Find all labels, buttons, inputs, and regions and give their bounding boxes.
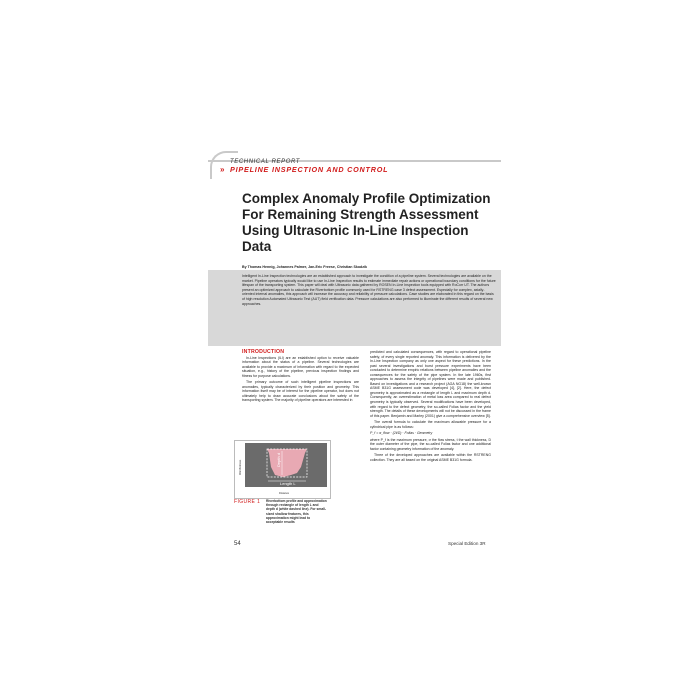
section-heading: INTRODUCTION (242, 349, 285, 355)
paragraph: predicted and calculated consequences, with regard to operational pipeline safety, of every single reported anomaly. This information is delivered by the In-Line Inspection company as only one aspect for these predictions. In the past several investigations and burst pressure experiments have been conducted to determine empiric relations between pipeline anomalies and the consequences for the safety of the pipe system. In the late 1960s, first approaches to assess the integrity of pipelines were made and published. Based on investigations and a research project (AGA NG18) the well-known ASME B31G assessment code was developed [4], [2]. Here, the defect geometry is approximated as a rectangle of length L and maximum depth d. Consequently, an overestimation of metal loss area compared to real defect geometry is typically observed. Several modifications have been developed, with regard to the defect geometry, the so-called Folias factor and the yield strength. The details of these developments will not be discussed in the frame of this paper. Benjamin and Marley (2001) give a comprehensive overview [5]. (370, 350, 491, 418)
figure-1 (234, 440, 331, 499)
paragraph: The primary outcome of such intelligent pipeline inspections are anomalies, typically characterized by their position and geometry. This information itself may be of interest for the pipeline operator, but does not ultimately help to draw accurate conclusions about the safety of the transporting system. The majority of pipeline operators are interested in (242, 380, 359, 403)
length-label: Length L (280, 481, 296, 486)
figure-label: FIGURE 1 (234, 499, 261, 505)
article-authors: By Thomas Hennig, Johannes Palmer, Jan-Eric Freese, Christian Skodzik (242, 265, 368, 269)
paragraph: In-Line Inspections (ILI) are an established option to receive valuable information about the status of a pipeline. Several technologies are available to provide a maximum of information with regard to the expected situation, e.g., history of the pipeline, previous inspection findings and fitness for purpose calculations. (242, 355, 359, 378)
left-column (242, 350, 359, 405)
formula: P_f = σ_flow · (2t/D) · Folias · Geometry (370, 431, 433, 436)
header-section: PIPELINE INSPECTION AND CONTROL (230, 165, 389, 174)
abstract-text: Intelligent In-Line Inspection technologies are an established approach to investigate the condition of a pipeline system. Several technologies are available on the market. Pipeline operators typically would like to use In-Line Inspection results to estimate immediate repair actions or operational boundary conditions for the future lifespan of the transporting system. This paper will deal with Ultrasonic data gathered by ROSEN In-Line Inspection tools equipped with RoCorr UT. The authors present an optimized approach to calculate the Riverbottom profile commonly used for RSTRENG case 3 defect assessment. Especially for complex, axially-oriented internal anomalies, this approach will increase the accuracy and reliability of pressure calculations. Case studies are elaborated in this regard on the basis of high resolution Automated Ultrasonic Test (AUT) field verification data. Pressure calculations are also performed to illuminate the different results of several new approaches. (242, 274, 496, 306)
page-number: 54 (234, 541, 241, 547)
paragraph: where P_f is the maximum pressure, σ the flow stress, t the wall thickness, D the outer diameter of the pipe, the so-called Folias factor and one additional factor containing geometry information of the anomaly. (370, 437, 491, 451)
figure-caption: Riverbottom profile and approximation through rectangle of length L and depth d (white dashed line). For small-sized shallow features, this approximation might lead to acceptable results (266, 499, 327, 525)
journal-footer: Special Edition 3R (448, 541, 486, 546)
depth-label: Depth d (276, 452, 281, 467)
y-axis-label: Wall thickness (239, 459, 242, 475)
riverbottom-profile-graphic (235, 441, 330, 498)
header-category: TECHNICAL REPORT (230, 159, 301, 165)
journal-page (208, 143, 501, 557)
chevron-icon: » (220, 165, 225, 174)
abstract-box (208, 270, 501, 346)
right-column (370, 350, 491, 465)
paragraph: Three of the developed approaches are available within the RSTRENG collection. They are all based on the original ASME B31G formula. (370, 453, 491, 463)
paragraph: The overall formula to calculate the maximum allowable pressure for a cylindrical pipe is as follows: (370, 420, 491, 429)
x-axis-label: Distance (279, 492, 290, 495)
article-title: Complex Anomaly Profile Optimization For Remaining Strength Assessment Using Ultrasonic In-Line Inspection Data (242, 191, 491, 254)
